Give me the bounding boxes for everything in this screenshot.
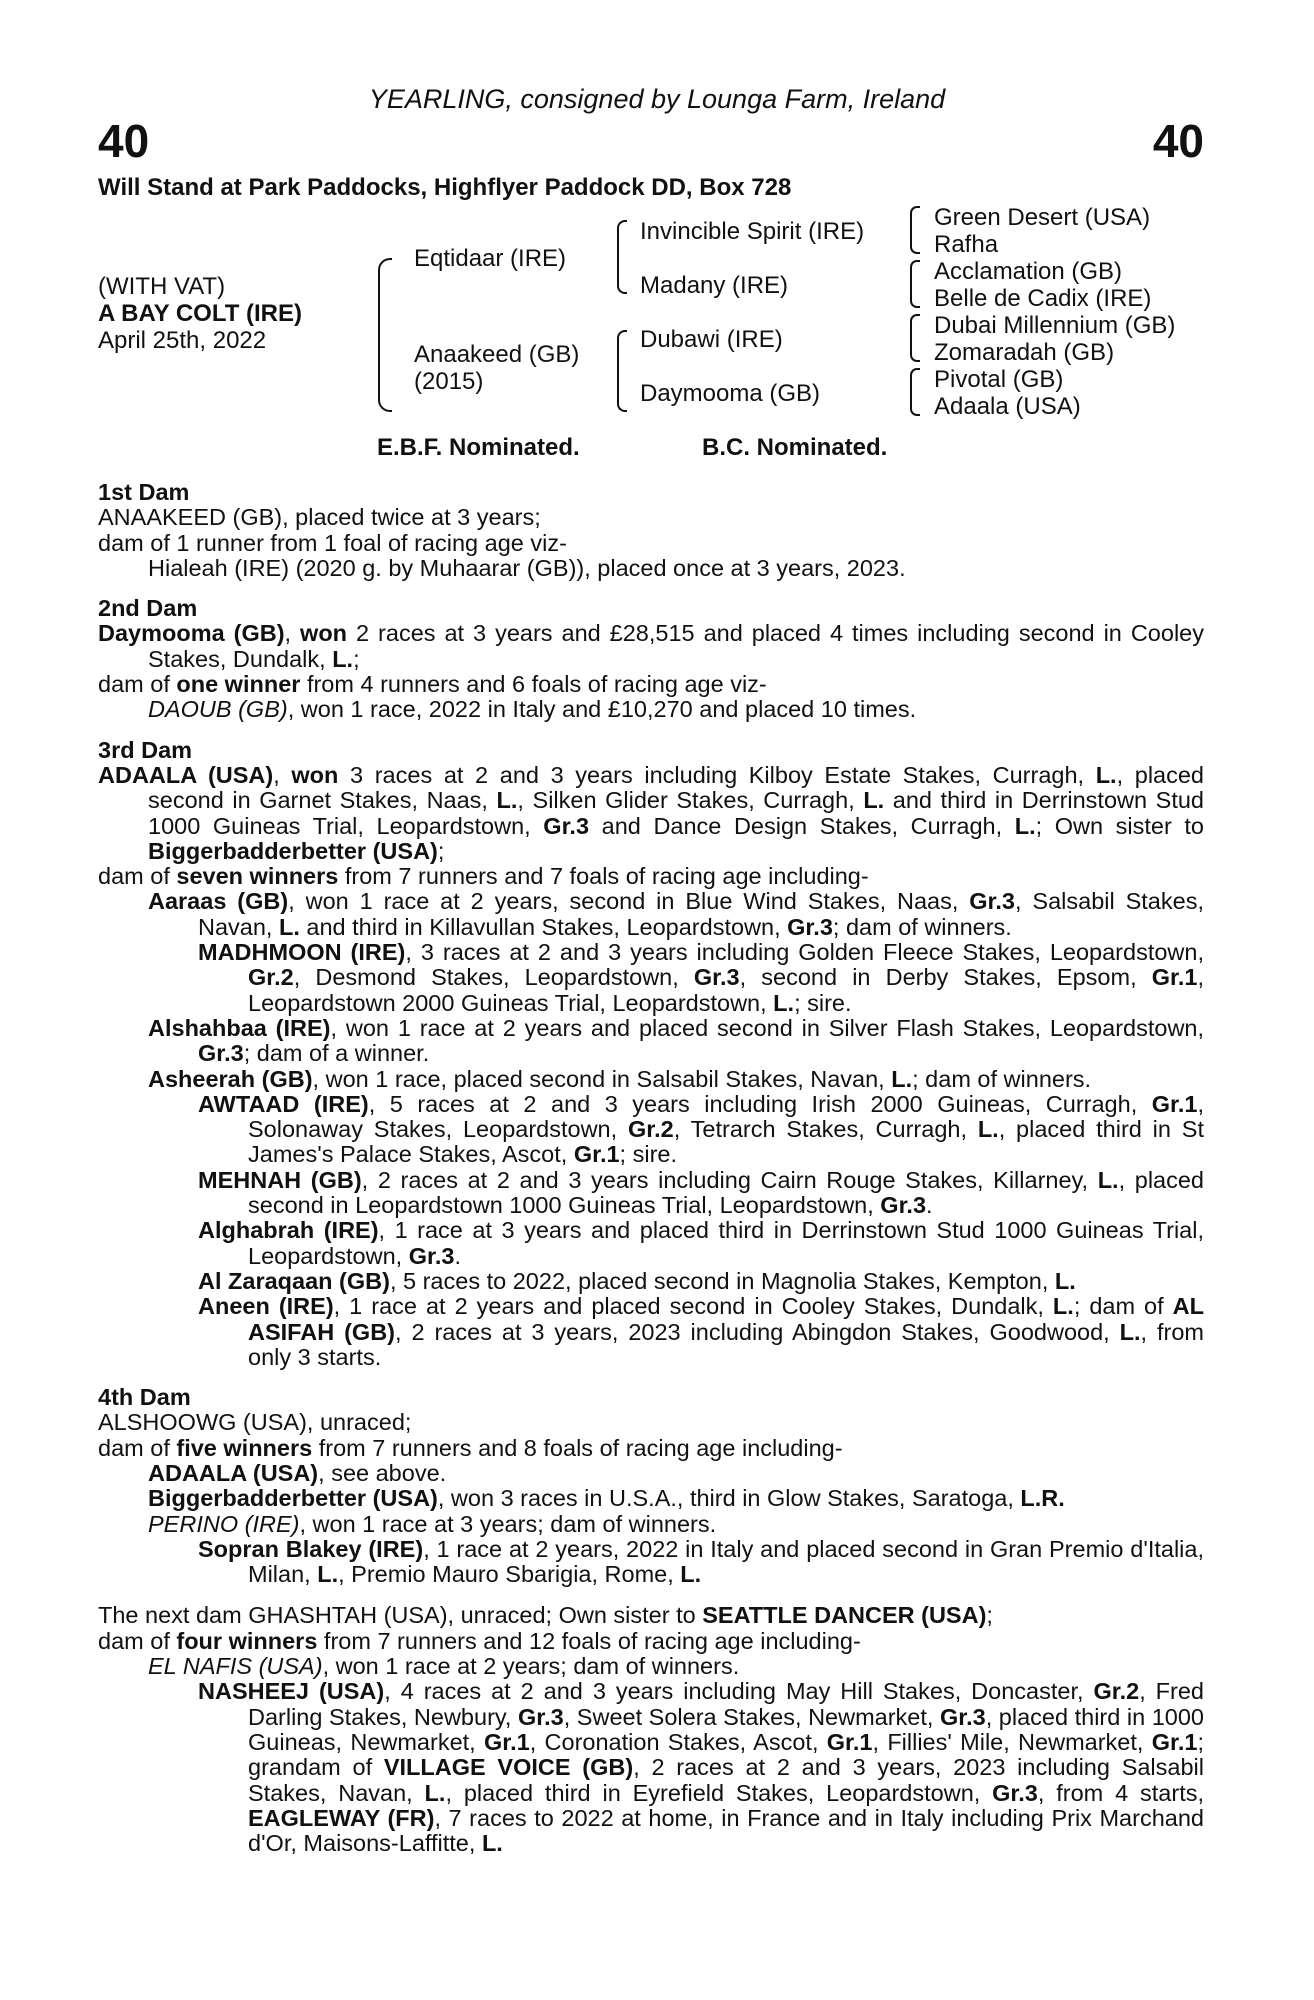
g-brace-1 bbox=[910, 206, 920, 254]
lot-number-right: 40 bbox=[1152, 115, 1204, 167]
ancestor-1: Green Desert (USA) bbox=[934, 204, 1151, 231]
produce-entry: MADHMOON (IRE), 3 races at 2 and 3 years including Golden Fleece Stakes, Leopardstown, Gr.2, Desmond Stakes, Leopardstown, Gr.3, second in Derby Stakes, Epsom, Gr.1, Leopardstown 2000 Guineas Trial, Leopardstown, L.; sire. bbox=[198, 939, 1204, 1016]
produce-entry: MEHNAH (GB), 2 races at 2 and 3 years including Cairn Rouge Stakes, Killarney, L., placed second in Leopardstown 1000 Guineas Trial, Leopardstown, Gr.3. bbox=[198, 1166, 1204, 1219]
g-brace-3 bbox=[910, 314, 920, 362]
ancestor-3: Acclamation (GB) bbox=[934, 258, 1123, 285]
catalogue-body bbox=[98, 480, 1204, 1856]
ancestor-8: Adaala (USA) bbox=[934, 393, 1081, 420]
stand-location: Will Stand at Park Paddocks, Highflyer Paddock DD, Box 728 bbox=[98, 174, 792, 201]
produce-entry: Alshahbaa (IRE), won 1 race at 2 years and placed second in Silver Flash Stakes, Leopardstown, Gr.3; dam of a winner. bbox=[148, 1014, 1205, 1067]
third-dam-entry: ADAALA (USA), won 3 races at 2 and 3 years including Kilboy Estate Stakes, Curragh, L., placed second in Garnet Stakes, Naas, L., Silken Glider Stakes, Curragh, L. and third in Derrinstown Stud 1000 Guineas Trial, Leopardstown, Gr.3 and Dance Design Stakes, Curragh, L.; Own sister to Biggerbadderbetter (USA); bbox=[98, 761, 1204, 864]
dam: Anaakeed (GB) bbox=[414, 341, 580, 368]
lot-number-left: 40 bbox=[98, 115, 150, 167]
horse-name: A BAY COLT (IRE) bbox=[98, 300, 303, 327]
consignment-line: YEARLING, consigned by Lounga Farm, Ireland bbox=[368, 84, 946, 114]
first-dam-heading: 1st Dam bbox=[98, 479, 190, 505]
ebf-nominated: E.B.F. Nominated. bbox=[377, 434, 580, 461]
sire-brace bbox=[617, 220, 627, 294]
third-dam-produce-line: dam of seven winners from 7 runners and 7 foals of racing age including- bbox=[98, 863, 869, 890]
produce-entry: EL NAFIS (USA), won 1 race at 2 years; dam of winners. bbox=[148, 1653, 740, 1680]
sire: Eqtidaar (IRE) bbox=[414, 245, 567, 272]
first-dam-produce-line: dam of 1 runner from 1 foal of racing age viz- bbox=[98, 529, 567, 556]
sire-sire: Invincible Spirit (IRE) bbox=[640, 218, 865, 245]
third-dam-heading: 3rd Dam bbox=[98, 736, 193, 763]
produce-entry: Aneen (IRE), 1 race at 2 years and placed second in Cooley Stakes, Dundalk, L.; dam of AL ASIFAH (GB), 2 races at 3 years, 2023 including Abingdon Stakes, Goodwood, L., from only 3 starts. bbox=[198, 1293, 1204, 1370]
produce-entry: AWTAAD (IRE), 5 races at 2 and 3 years including Irish 2000 Guineas, Curragh, Gr.1, Solonaway Stakes, Leopardstown, Gr.2, Tetrarch Stakes, Curragh, L., placed third in St James's Palace Stakes, Ascot, Gr.1; sire. bbox=[198, 1090, 1204, 1168]
produce-entry: Sopran Blakey (IRE), 1 race at 2 years, 2022 in Italy and placed second in Gran Premio d'Italia, Milan, L., Premio Mauro Sbarigia, Rome, L. bbox=[198, 1535, 1204, 1588]
produce-entry: NASHEEJ (USA), 4 races at 2 and 3 years including May Hill Stakes, Doncaster, Gr.2, Fred Darling Stakes, Newbury, Gr.3, Sweet Solera Stakes, Newmarket, Gr.3, placed third in 1000 Guineas, Newmarket, Gr.1, Coronation Stakes, Ascot, Gr.1, Fillies' Mile, Newmarket, Gr.1; grandam of VILLAGE VOICE (GB), 2 races at 2 and 3 years, 2023 including Salsabil Stakes, Navan, L., placed third in Eyrefield Stakes, Leopardstown, Gr.3, from 4 starts, EAGLEWAY (FR), 7 races to 2022 at home, in France and in Italy including Prix Marchand d'Or, Maisons-Laffitte, L. bbox=[198, 1678, 1205, 1857]
produce-entry: Hialeah (IRE) (2020 g. by Muhaarar (GB)), placed once at 3 years, 2023. bbox=[148, 554, 906, 581]
produce-entry: Al Zaraqaan (GB), 5 races to 2022, placed second in Magnolia Stakes, Kempton, L. bbox=[198, 1267, 1076, 1294]
ancestor-4: Belle de Cadix (IRE) bbox=[934, 285, 1152, 312]
dam-sire: Dubawi (IRE) bbox=[640, 326, 783, 353]
produce-entry: DAOUB (GB), won 1 race, 2022 in Italy and £10,270 and placed 10 times. bbox=[148, 696, 917, 723]
ancestor-5: Dubai Millennium (GB) bbox=[934, 312, 1176, 339]
produce-entry: PERINO (IRE), won 1 race at 3 years; dam of winners. bbox=[148, 1510, 717, 1537]
g-brace-2 bbox=[910, 260, 920, 308]
fourth-dam-produce-line: dam of five winners from 7 runners and 8 foals of racing age including- bbox=[98, 1434, 843, 1461]
pedigree-brace bbox=[378, 258, 392, 412]
fourth-dam-line: ALSHOOWG (USA), unraced; bbox=[98, 1409, 412, 1436]
ancestor-2: Rafha bbox=[934, 231, 999, 258]
produce-entry: Aaraas (GB), won 1 race at 2 years, second in Blue Wind Stakes, Naas, Gr.3, Salsabil Stakes, Navan, L. and third in Killavullan Stakes, Leopardstown, Gr.3; dam of winners. bbox=[148, 888, 1204, 940]
first-dam-line: ANAAKEED (GB), placed twice at 3 years; bbox=[98, 504, 541, 531]
produce-entry: Biggerbadderbetter (USA), won 3 races in U.S.A., third in Glow Stakes, Saratoga, L.R. bbox=[148, 1485, 1065, 1512]
produce-entry: Alghabrah (IRE), 1 race at 3 years and placed third in Derrinstown Stud 1000 Guineas Trial, Leopardstown, Gr.3. bbox=[198, 1217, 1205, 1269]
next-dam-produce-line: dam of four winners from 7 runners and 12 foals of racing age including- bbox=[98, 1627, 861, 1654]
dam-dam: Daymooma (GB) bbox=[640, 380, 821, 407]
next-dam-line: The next dam GHASHTAH (USA), unraced; Own sister to SEATTLE DANCER (USA); bbox=[98, 1602, 993, 1629]
dam-brace bbox=[617, 330, 627, 412]
bc-nominated: B.C. Nominated. bbox=[702, 434, 888, 461]
produce-entry: Asheerah (GB), won 1 race, placed second in Salsabil Stakes, Navan, L.; dam of winners. bbox=[148, 1065, 1092, 1092]
sire-dam: Madany (IRE) bbox=[640, 272, 789, 299]
fourth-dam-heading: 4th Dam bbox=[98, 1384, 191, 1411]
ancestor-6: Zomaradah (GB) bbox=[934, 339, 1115, 366]
second-dam-entry: Daymooma (GB), won 2 races at 3 years and £28,515 and placed 4 times including second in Cooley Stakes, Dundalk, L.; bbox=[98, 620, 1204, 672]
second-dam-produce-line: dam of one winner from 4 runners and 6 foals of racing age viz- bbox=[98, 671, 767, 698]
vat-note: (WITH VAT) bbox=[98, 273, 226, 300]
g-brace-4 bbox=[910, 368, 920, 416]
foaling-date: April 25th, 2022 bbox=[98, 327, 267, 354]
dam-year: (2015) bbox=[414, 368, 484, 395]
second-dam-heading: 2nd Dam bbox=[98, 595, 198, 622]
ancestor-7: Pivotal (GB) bbox=[934, 366, 1064, 393]
produce-entry: ADAALA (USA), see above. bbox=[148, 1459, 447, 1486]
